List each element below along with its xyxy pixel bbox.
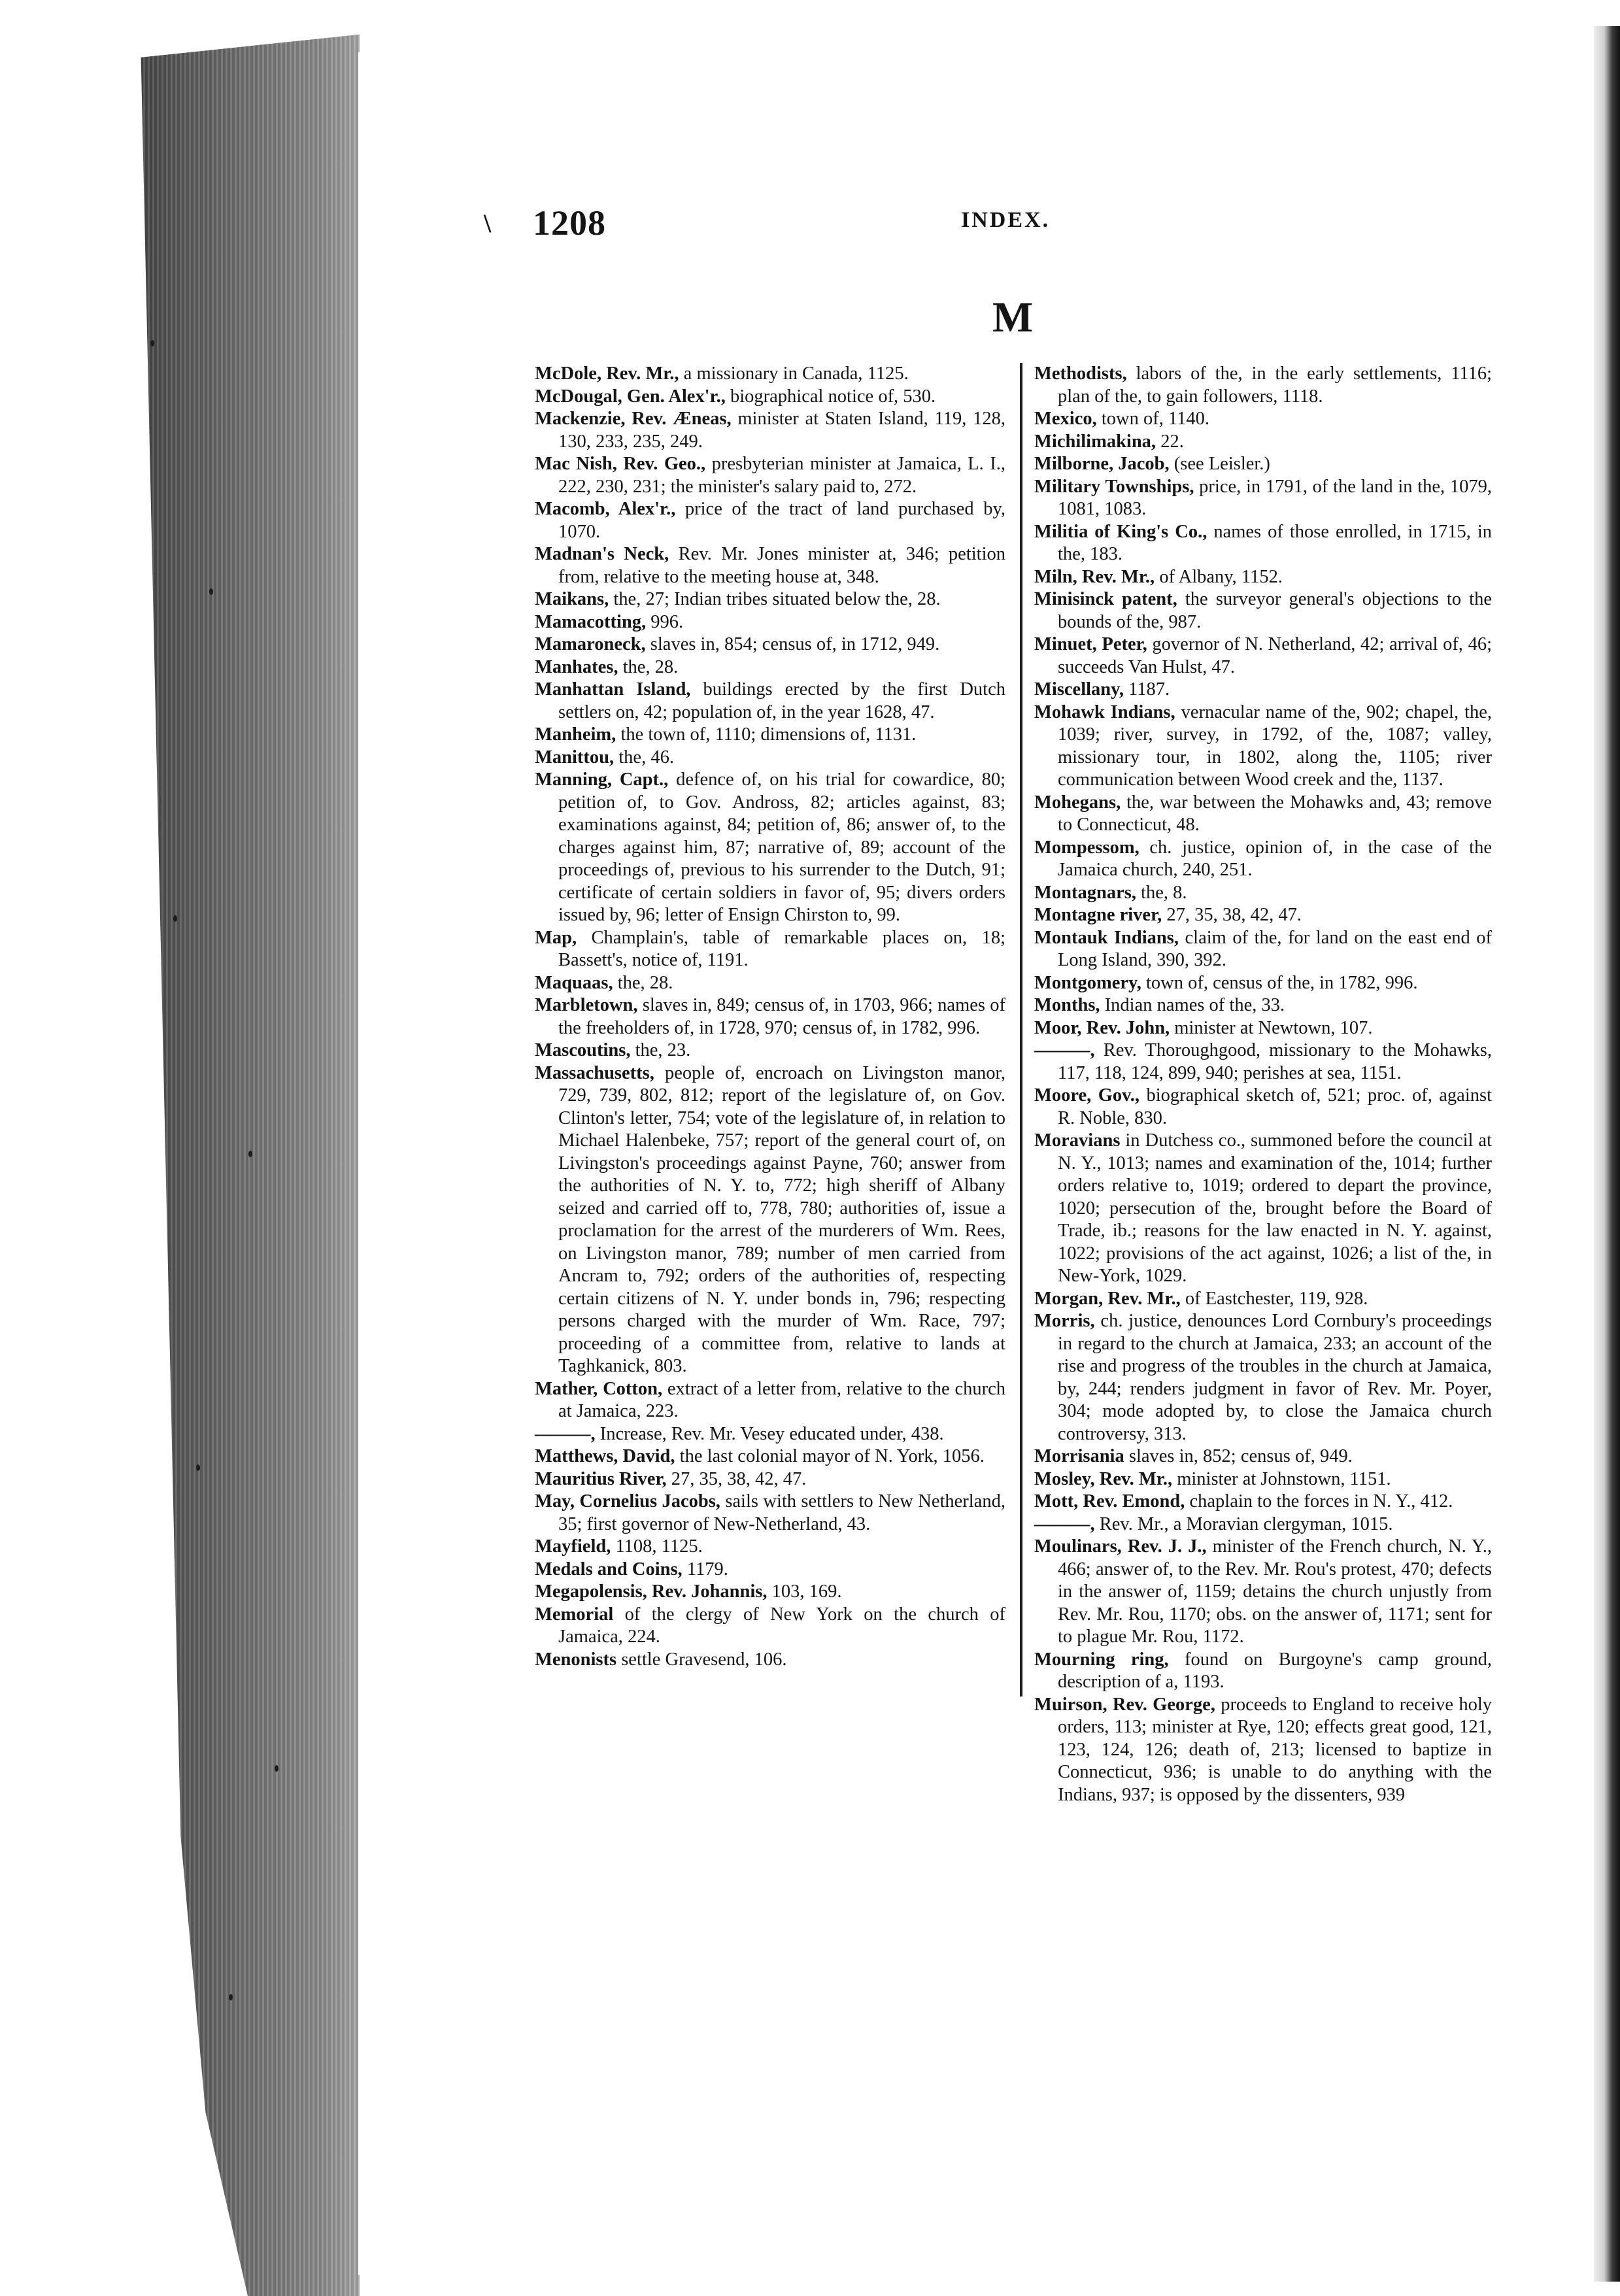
index-entry [1034,363,1492,408]
index-references: defence of, on his trial for cowardice, 80; petition of, to Gov. Andross, 82; articles against, 83; examinations against, 84; petition of, 86; answer of, to the charges against him, 87; narrative of, 89; account of the proceedings of, previous to his surrender to the Dutch, 91; certificate of certain soldiers in favor of, 95; divers orders issued by, 96; letter of Ensign Chirston to, 99. [558,769,1005,925]
index-references: minister at Johnstown, 1151. [1172,1468,1391,1489]
index-entry [535,747,1005,769]
index-references: of the clergy of New York on the church of Jamaica, 224. [558,1604,1005,1647]
index-entry [1034,1310,1492,1445]
index-entry [535,1559,1005,1581]
page-number: 1208 [533,203,606,243]
index-headword: Mourning ring, [1034,1649,1169,1670]
index-entry [535,543,1005,588]
index-headword: Miln, Rev. Mr., [1034,566,1155,587]
index-headword: Muirson, Rev. George, [1034,1694,1215,1715]
index-headword: Military Townships, [1034,476,1194,497]
index-headword: Montagnars, [1034,882,1136,903]
index-entry [535,1468,1005,1491]
index-headword: Minisinck patent, [1034,589,1177,609]
index-entry [1034,1130,1492,1288]
index-headword: Michilimakina, [1034,431,1156,452]
index-entry [535,769,1005,927]
index-entry [1034,837,1492,882]
index-headword: Militia of King's Co., [1034,521,1207,542]
ink-speck [248,1151,252,1157]
index-references: the, 28. [613,972,673,993]
index-headword: Moor, Rev. John, [1034,1017,1170,1038]
index-headword: Manhates, [535,656,618,677]
index-headword: Morris, [1034,1311,1095,1331]
index-headword: Map, [535,927,577,948]
index-references: the surveyor general's objections to the bounds of the, 987. [1058,589,1493,632]
index-references: Rev. Mr. Jones minister at, 346; petition from, relative to the meeting house at, 348. [558,544,1005,587]
index-references: extract of a letter from, relative to the church at Jamaica, 223. [558,1378,1005,1421]
ink-speck [209,588,213,595]
index-references: minister of the French church, N. Y., 466; answer of, to the Rev. Mr. Rou's protest, 470; defects in the answer of, 1159; detains the church unjustly from Rev. Mr. Rou, 1170; obs. on the answer of, 1171; sent for to plague Mr. Rou, 1172. [1058,1536,1492,1647]
index-headword: Montagne river, [1034,905,1162,925]
index-headword: Massachusetts, [535,1062,654,1083]
index-entry [535,679,1005,724]
index-references: the last colonial mayor of N. York, 1056. [675,1446,985,1466]
index-entry [535,1445,1005,1468]
index-headword: Mather, Cotton, [535,1378,663,1399]
index-entry [1034,679,1492,701]
book-page-edges [111,0,360,2296]
index-references: Rev. Mr., a Moravian clergyman, 1015. [1094,1513,1393,1534]
index-entry [1034,1445,1492,1468]
index-references: of Eastchester, 119, 928. [1180,1288,1368,1309]
index-headword: Miscellany, [1034,679,1124,700]
index-headword: ———, [1034,1040,1095,1060]
index-references: the, 27; Indian tribes situated below the, 28. [609,589,941,609]
index-references: claim of the, for land on the east end of Long Island, 390, 392. [1058,927,1493,970]
index-entry [1034,588,1492,633]
index-entry [535,633,1005,656]
index-headword: Mayfield, [535,1536,611,1557]
index-entry [535,386,1005,409]
index-references: 1179. [682,1559,728,1579]
index-entry [1034,633,1492,679]
index-entry [535,994,1005,1039]
index-headword: Montgomery, [1034,972,1141,993]
index-references: the town of, 1110; dimensions of, 1131. [616,724,917,745]
index-entry [535,363,1005,386]
index-entry [1034,1491,1492,1513]
index-entry [1034,408,1492,431]
index-headword: Matthews, David, [535,1446,675,1466]
index-headword: Mexico, [1034,409,1097,429]
index-entry [535,1649,1005,1672]
index-entry [1034,566,1492,589]
index-references: settle Gravesend, 106. [616,1649,787,1670]
page-title: INDEX. [961,208,1051,232]
index-entry [535,408,1005,453]
index-entry [535,1536,1005,1559]
index-references: proceeds to England to receive holy orders, 113; minister at Rye, 120; effects great good, 121, 123, 124, 126; death of, 213; licensed to baptize in Connecticut, 936; is unable to do anything with the Indians, 937; is opposed by the dissenters, 939 [1058,1694,1492,1805]
page-binding-shadow [1594,26,1620,2282]
index-entry [535,1604,1005,1649]
index-headword: Mascoutins, [535,1040,631,1060]
index-references: of Albany, 1152. [1155,566,1283,587]
index-entry [535,1491,1005,1536]
index-entry [535,611,1005,634]
index-headword: Maquaas, [535,972,613,993]
ink-speck [173,915,177,922]
index-references: buildings erected by the first Dutch settlers on, 42; population of, in the year 1628, 47. [558,679,1005,722]
index-headword: Morrisania [1034,1446,1124,1466]
index-entry [535,1039,1005,1062]
index-headword: McDougal, Gen. Alex'r., [535,386,726,407]
index-entry [1034,701,1492,792]
index-headword: Manning, Capt., [535,769,669,790]
index-headword: Moravians [1034,1130,1121,1151]
index-headword: May, Cornelius Jacobs, [535,1491,720,1511]
index-entry [535,927,1005,972]
index-headword: Mohawk Indians, [1034,701,1175,722]
index-references: price, in 1791, of the land in the, 1079, 1081, 1083. [1058,476,1492,519]
index-entry [1034,1017,1492,1040]
index-references: 27, 35, 38, 42, 47. [1162,905,1302,925]
index-headword: Morgan, Rev. Mr., [1034,1288,1181,1309]
index-headword: Mauritius River, [535,1468,667,1489]
index-references: slaves in, 849; census of, in 1703, 966; names of the freeholders of, in 1728, 970; census of, in 1782, 996. [558,995,1005,1038]
index-headword: Minuet, Peter, [1034,634,1147,654]
index-entry [535,1378,1005,1423]
index-column-right [1034,363,1492,1806]
index-entry [1034,1288,1492,1311]
index-headword: Milborne, Jacob, [1034,454,1170,474]
index-headword: Mackenzie, Rev. Æneas, [535,409,732,429]
ink-speck [229,1994,233,2001]
index-headword: McDole, Rev. Mr., [535,363,679,384]
index-headword: Megapolensis, Rev. Johannis, [535,1581,768,1602]
column-divider [1020,363,1022,1697]
index-references: biographical sketch of, 521; proc. of, against R. Noble, 830. [1058,1085,1492,1128]
index-headword: Mott, Rev. Emond, [1034,1491,1185,1511]
index-entry [535,972,1005,995]
index-headword: Montauk Indians, [1034,927,1179,948]
index-entry [1034,1536,1492,1649]
index-headword: Mohegans, [1034,792,1121,813]
index-headword: Medals and Coins, [535,1559,683,1579]
index-references: the, 28. [618,656,679,677]
index-entry [1034,1649,1492,1694]
index-references: 103, 169. [767,1581,842,1602]
index-references: the, 8. [1136,882,1187,903]
index-entry [535,1062,1005,1378]
index-entry [1034,431,1492,454]
margin-tick: \ [484,209,492,238]
index-entry [535,588,1005,611]
index-references: sails with settlers to New Netherland, 35; first governor of New-Netherland, 43. [558,1491,1005,1534]
index-references: Increase, Rev. Mr. Vesey educated under, 438. [595,1423,944,1444]
index-references: (see Leisler.) [1169,454,1270,474]
index-headword: Manhattan Island, [535,679,691,700]
index-entry [1034,1513,1492,1536]
index-references: presbyterian minister at Jamaica, L. I., 222, 230, 231; the minister's salary paid to, 272. [558,454,1005,497]
ink-speck [275,1765,278,1772]
index-entry [1034,1468,1492,1491]
index-entry [535,1581,1005,1604]
index-entry [535,724,1005,747]
index-headword: Mompessom, [1034,837,1139,858]
index-entry [1034,882,1492,905]
index-references: town of, 1140. [1096,409,1210,429]
index-references: 1187. [1123,679,1170,700]
index-references: found on Burgoyne's camp ground, description of a, 1193. [1058,1649,1493,1692]
index-headword: Memorial [535,1604,614,1625]
index-headword: Mamaroneck, [535,634,646,654]
index-references: chaplain to the forces in N. Y., 412. [1185,1491,1453,1511]
index-entry [535,498,1005,543]
index-headword: Macomb, Alex'r., [535,499,676,519]
index-headword: Manittou, [535,747,615,768]
index-references: 996. [646,611,684,632]
index-references: minister at Newtown, 107. [1170,1017,1373,1038]
index-headword: Manheim, [535,724,616,745]
ink-speck [196,1464,200,1471]
index-references: slaves in, 854; census of, in 1712, 949. [645,634,940,654]
index-references: a missionary in Canada, 1125. [679,363,909,384]
index-references: the, 46. [614,747,674,768]
index-entry [1034,521,1492,566]
index-references: in Dutchess co., summoned before the council at N. Y., 1013; names and examination of the, 1014; further orders relative to, 1019; ordered to depart the province, 1020; persecution of the, brought before the Board of Trade, ib.; reasons for the law enacted in N. Y. against, 1022; provisions of the act against, 1026; a list of the, in New-York, 1029. [1058,1130,1492,1286]
index-references: ch. justice, denounces Lord Cornbury's proceedings in regard to the church at Jamaica, 233; an account of the rise and progress of the troubles in the church at Jamaica, by, 244; renders judgment in favor of Rev. Mr. Poyer, 304; mode adopted by, to close the Jamaica church controversy, 313. [1058,1311,1492,1444]
index-headword: Mosley, Rev. Mr., [1034,1468,1173,1489]
index-entry [1034,904,1492,927]
index-references: Champlain's, table of remarkable places on, 18; Bassett's, notice of, 1191. [558,927,1005,970]
index-references: vernacular name of the, 902; chapel, the, 1039; river, survey, in 1792, of the, 1087; valley, missionary tour, in 1802, along the, 1105; river communication between Wood creek and the, 1137. [1058,701,1492,790]
index-references: price of the tract of land purchased by, 1070. [558,499,1005,542]
index-headword: Mamacotting, [535,611,647,632]
index-headword: Mac Nish, Rev. Geo., [535,454,706,474]
index-headword: Moore, Gov., [1034,1085,1140,1106]
index-headword: Methodists, [1034,363,1127,384]
index-references: slaves in, 852; census of, 949. [1124,1446,1353,1466]
index-references: labors of the, in the early settlements, 1116; plan of the, to gain followers, 1118. [1058,363,1492,407]
section-letter: M [992,294,1034,341]
index-headword: Months, [1034,995,1100,1015]
running-head [484,203,1464,242]
index-references: biographical notice of, 530. [725,386,936,407]
index-references: Indian names of the, 33. [1100,995,1285,1015]
index-entry [1034,994,1492,1017]
index-headword: ———, [535,1423,596,1444]
index-headword: Maikans, [535,589,609,609]
index-references: minister at Staten Island, 119, 128, 130, 233, 235, 249. [558,409,1005,452]
index-entry [1034,792,1492,837]
index-entry [1034,927,1492,972]
index-references: 22. [1156,431,1184,452]
index-entry [1034,1694,1492,1807]
index-headword: Madnan's Neck, [535,544,669,564]
index-entry [535,453,1005,498]
scan-margin [0,0,118,2296]
index-references: names of those enrolled, in 1715, in the, 183. [1058,521,1492,564]
index-entry [1034,476,1492,521]
index-references: people of, encroach on Livingston manor, 729, 739, 802, 812; report of the legislature of, on Gov. Clinton's letter, 754; vote of the legislature of, in relation to Michael Halenbeke, 757; report of the general court of, on Livingston's proceedings against Payne, 760; answer from the authorities of N. Y. to, 772; high sheriff of Albany seized and carried off to, 778, 780; authorities of, issue a proclamation for the arrest of the murderers of Wm. Rees, on Livingston manor, 789; number of men carried from Ancram to, 792; orders of the authorities of, respecting certain citizens of N. Y. under bonds in, 796; respecting persons charged with the murder of Wm. Race, 797; proceeding of a committee from, relative to lands at Taghkanick, 803. [558,1062,1005,1376]
index-entry [1034,453,1492,476]
index-references: the, 23. [630,1040,691,1060]
index-entry [1034,972,1492,995]
index-references: 1108, 1125. [611,1536,703,1557]
index-headword: Menonists [535,1649,617,1670]
index-entry [1034,1085,1492,1130]
index-references: ch. justice, opinion of, in the case of the Jamaica church, 240, 251. [1058,837,1492,880]
index-references: governor of N. Netherland, 42; arrival of, 46; succeeds Van Hulst, 47. [1058,634,1492,677]
index-references: town of, census of the, in 1782, 996. [1141,972,1418,993]
index-headword: Moulinars, Rev. J. J., [1034,1536,1207,1557]
index-references: the, war between the Mohawks and, 43; remove to Connecticut, 48. [1058,792,1492,835]
index-references: Rev. Thoroughgood, missionary to the Mohawks, 117, 118, 124, 899, 940; perishes at sea, 1151. [1058,1040,1492,1083]
index-column-left [535,363,1005,1671]
index-entry [535,656,1005,679]
index-entry [535,1423,1005,1446]
index-headword: ———, [1034,1513,1095,1534]
index-headword: Marbletown, [535,995,638,1015]
ink-speck [150,340,154,346]
index-entry [1034,1039,1492,1085]
index-references: 27, 35, 38, 42, 47. [666,1468,807,1489]
